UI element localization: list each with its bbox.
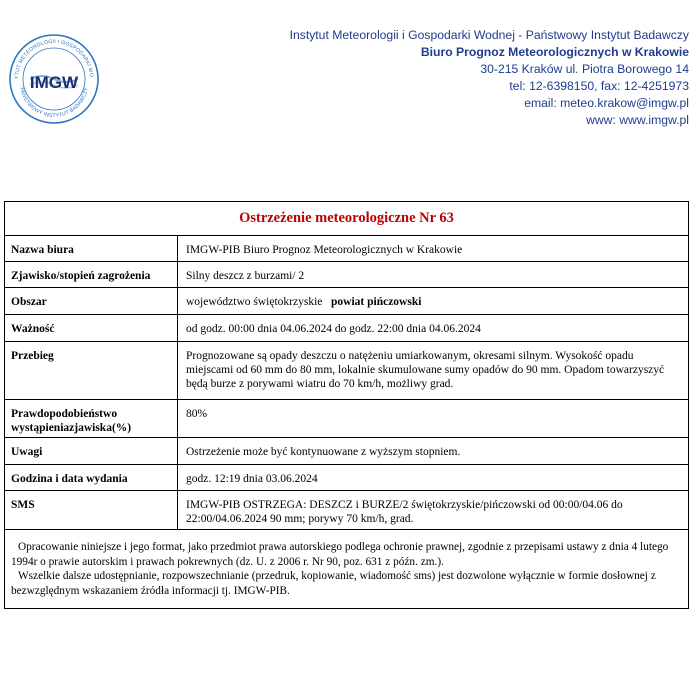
row-value-area (178, 288, 688, 314)
row-value: IMGW-PIB OSTRZEGA: DESZCZ i BURZE/2 świętokrzyskie/pińczowski od 00:00/04.06 do 22:00/04.06.2024 90 mm; porywy 70 km/h, grad. (186, 499, 623, 525)
row-label: SMS (5, 491, 178, 529)
logo-text: IMGW (29, 73, 79, 92)
row-label: Nazwa biura (5, 236, 178, 261)
office-name: Biuro Prognoz Meteorologicznych w Krakowie (420, 45, 689, 59)
redistribution-paragraph: Wszelkie dalsze udostępnianie, rozpowszechnianie (przedruk, kopiowanie, wiadomość sms) jest dozwolone wyłącznie w formie dosłownej z bezwzględnym wskazaniem źródła informacji tj. IMGW-PIB. (11, 570, 656, 597)
row-value: IMGW-PIB Biuro Prognoz Meteorologicznych w Krakowie (186, 244, 463, 256)
area-county: powiat pińczowski (331, 296, 422, 308)
row-label: Uwagi (5, 438, 178, 464)
row-label: Ważność (5, 315, 178, 341)
row-label: Zjawisko/stopień zagrożenia (5, 262, 178, 287)
row-value: 80% (186, 408, 208, 420)
row-value: Silny deszcz z burzami/ 2 (186, 270, 305, 282)
phone-fax: tel: 12-6398150, fax: 12-4251973 (509, 79, 689, 93)
row-value: Ostrzeżenie może być kontynuowane z wyższym stopniem. (186, 446, 461, 458)
area-voivodeship: województwo świętokrzyskie (186, 296, 323, 308)
row-sms (5, 491, 688, 530)
row-value: od godz. 00:00 dnia 04.06.2024 do godz. 22:00 dnia 04.06.2024 (186, 323, 481, 335)
imgw-logo (8, 33, 100, 125)
row-label: Godzina i data wydania (5, 465, 178, 490)
copyright-paragraph: Opracowanie niniejsze i jego format, jako przedmiot prawa autorskiego podlega ochronie prawnej, zgodnie z przepisami ustawy z dnia 4 lutego 1994r o prawie autorskim i prawach pokrewnych (dz. U. z 2006 r. Nr 90, poz. 631 z późn. zm.). (11, 541, 669, 568)
website: www: www.imgw.pl (586, 113, 689, 127)
row-label: Obszar (5, 288, 178, 314)
row-probability (5, 400, 688, 438)
row-value: Prognozowane są opady deszczu o natężeniu umiarkowanym, okresami silnym. Wysokość opadu miejscami od 60 mm do 80 mm, lokalnie skumulowane sumy opadów do 90 mm. Opadom towarzyszyć będą burze z porywami wiatru do 70 km/h, możliwy grad. (186, 350, 665, 390)
row-remarks (5, 438, 688, 465)
row-label: Prawdopodobieństwo wystąpieniazjawiska(%) (5, 400, 178, 437)
row-issue-time (5, 465, 688, 491)
row-course (5, 342, 688, 400)
row-label: Przebieg (5, 342, 178, 399)
row-area (5, 288, 688, 315)
logo-ring-bottom: PAŃSTWOWY INSTYTUT BADAWCZY (18, 86, 90, 120)
row-value: godz. 12:19 dnia 03.06.2024 (186, 473, 318, 485)
row-phenomenon (5, 262, 688, 288)
address: 30-215 Kraków ul. Piotra Borowego 14 (480, 62, 689, 76)
institute-header (290, 27, 689, 129)
row-office (5, 236, 688, 262)
warning-title: Ostrzeżenie meteorologiczne Nr 63 (5, 202, 688, 236)
copyright-notice (5, 530, 688, 608)
logo-ring-top: YTUT METEOROLOGII I GOSPODARKI WO (13, 38, 95, 80)
warning-document (4, 201, 689, 609)
email: email: meteo.krakow@imgw.pl (524, 96, 689, 110)
row-validity (5, 315, 688, 342)
institute-name: Instytut Meteorologii i Gospodarki Wodnej - Państwowy Instytut Badawczy (289, 28, 689, 42)
